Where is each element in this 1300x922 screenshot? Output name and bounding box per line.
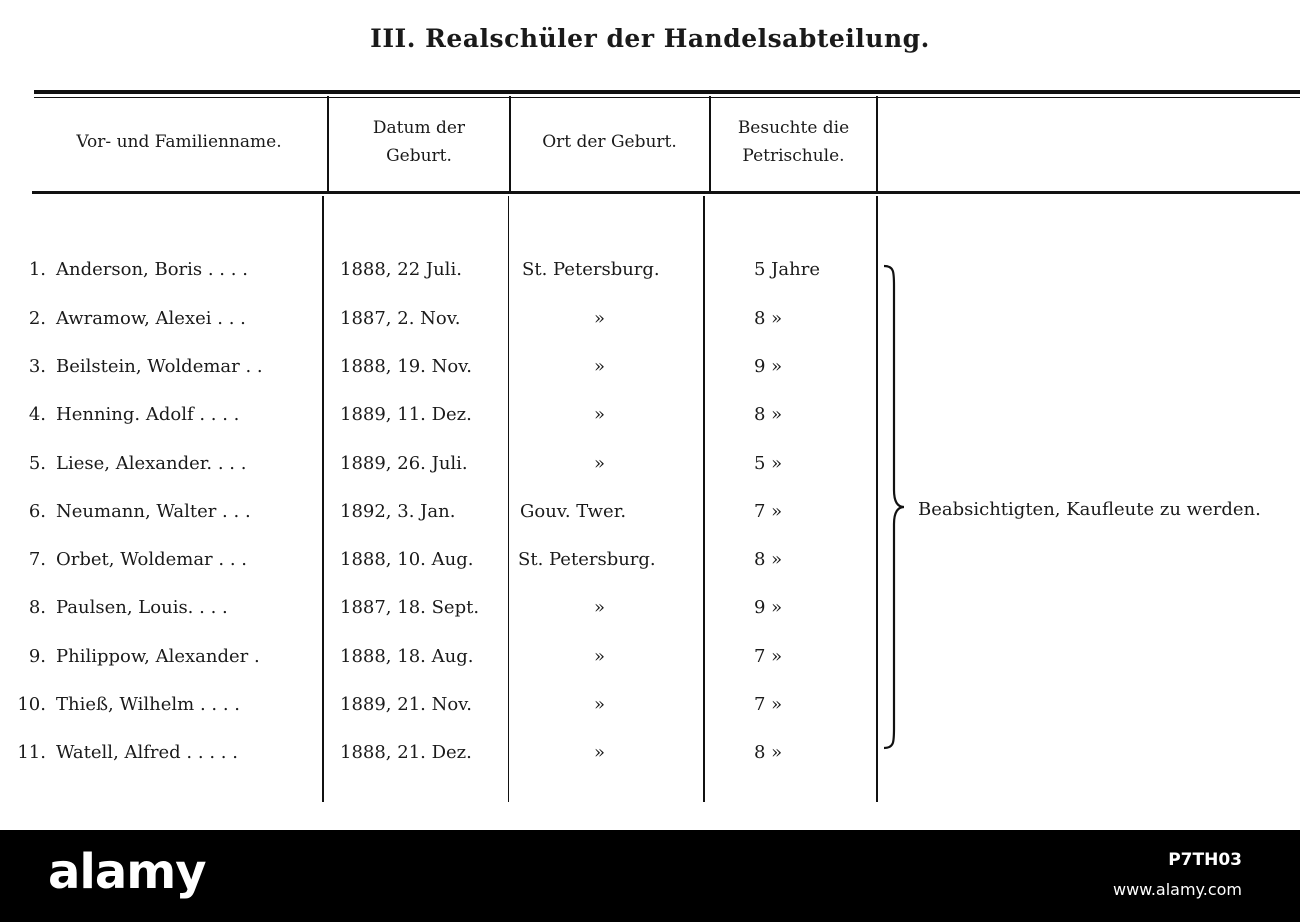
- header-birth-date-line1: Datum der: [372, 118, 466, 138]
- header-attended-line1: Besuchte die: [737, 118, 850, 138]
- row-years: 8 »: [754, 549, 783, 570]
- row-number: 10.: [17, 694, 46, 715]
- header-rule: [32, 191, 1300, 194]
- row-date: 1889, 11. Dez.: [340, 404, 472, 425]
- row-name: Thieß, Wilhelm . . . .: [56, 694, 241, 715]
- row-name: Henning. Adolf . . . .: [56, 404, 240, 425]
- row-years: 7 »: [754, 646, 783, 667]
- row-name: Neumann, Walter . . .: [56, 501, 251, 522]
- row-place: »: [594, 646, 606, 667]
- row-date: 1892, 3. Jan.: [340, 501, 456, 522]
- row-date: 1887, 2. Nov.: [340, 308, 461, 329]
- row-place: »: [594, 694, 606, 715]
- column-divider-4-body: [876, 196, 878, 802]
- watermark-url: www.alamy.com: [1113, 880, 1242, 899]
- row-number: 5.: [28, 453, 46, 474]
- remark-text: Beabsichtigten, Kaufleute zu werden.: [918, 499, 1261, 520]
- row-number: 4.: [28, 404, 46, 425]
- row-years: 5 »: [754, 453, 783, 474]
- row-years: 7 »: [754, 694, 783, 715]
- header-birth-place: [511, 128, 708, 156]
- row-date: 1889, 21. Nov.: [340, 694, 472, 715]
- image-id: P7TH03: [1168, 850, 1242, 870]
- header-name-label: Vor- und Familienname.: [76, 132, 282, 152]
- row-years: 7 »: [754, 501, 783, 522]
- column-divider-2-body: [508, 196, 509, 802]
- column-divider-4: [876, 96, 878, 192]
- row-place: »: [594, 453, 606, 474]
- row-years: 8 »: [754, 308, 783, 329]
- row-years: 9 »: [754, 356, 783, 377]
- row-number: 7.: [28, 549, 46, 570]
- row-name: Orbet, Woldemar . . .: [56, 549, 247, 570]
- row-place: »: [594, 597, 606, 618]
- header-birth-place-label: Ort der Geburt.: [542, 132, 677, 152]
- row-years: 5 Jahre: [754, 259, 820, 280]
- row-date: 1888, 19. Nov.: [340, 356, 472, 377]
- row-date: 1889, 26. Juli.: [340, 453, 468, 474]
- header-attended: [711, 114, 876, 170]
- column-divider-1-body: [322, 196, 324, 802]
- row-place: Gouv. Twer.: [520, 501, 627, 522]
- top-rule-thin: [34, 97, 1300, 98]
- page-title: III. Realschüler der Handelsabteilung.: [370, 24, 930, 53]
- row-date: 1887, 18. Sept.: [340, 597, 480, 618]
- row-years: 9 »: [754, 597, 783, 618]
- row-years: 8 »: [754, 404, 783, 425]
- row-place: »: [594, 308, 606, 329]
- column-divider-3-body: [703, 196, 705, 802]
- row-name: Awramow, Alexei . . .: [56, 308, 246, 329]
- row-number: 2.: [28, 308, 46, 329]
- row-name: Watell, Alfred . . . . .: [56, 742, 238, 763]
- row-number: 11.: [17, 742, 46, 763]
- header-attended-line2: Petrischule.: [742, 146, 845, 166]
- watermark-footer: [0, 830, 1300, 922]
- header-birth-date: [330, 114, 508, 170]
- row-name: Philippow, Alexander .: [56, 646, 260, 667]
- row-date: 1888, 21. Dez.: [340, 742, 472, 763]
- row-place: »: [594, 356, 606, 377]
- row-number: 8.: [28, 597, 46, 618]
- row-name: Paulsen, Louis. . . .: [56, 597, 228, 618]
- row-place: »: [594, 742, 606, 763]
- row-number: 6.: [28, 501, 46, 522]
- row-name: Anderson, Boris . . . .: [56, 259, 248, 280]
- column-divider-1: [327, 96, 329, 192]
- header-name: [34, 128, 324, 156]
- row-place: St. Petersburg.: [518, 549, 656, 570]
- row-place: »: [594, 404, 606, 425]
- row-date: 1888, 22 Juli.: [340, 259, 462, 280]
- row-years: 8 »: [754, 742, 783, 763]
- row-place: St. Petersburg.: [522, 259, 660, 280]
- row-name: Beilstein, Woldemar . .: [56, 356, 263, 377]
- top-rule-thick: [34, 90, 1300, 94]
- row-number: 3.: [28, 356, 46, 377]
- row-number: 9.: [28, 646, 46, 667]
- row-name: Liese, Alexander. . . .: [56, 453, 247, 474]
- row-date: 1888, 10. Aug.: [340, 549, 474, 570]
- header-birth-date-line2: Geburt.: [386, 146, 452, 166]
- curly-bracket-icon: [882, 264, 906, 750]
- alamy-logo: alamy: [48, 844, 206, 900]
- row-date: 1888, 18. Aug.: [340, 646, 474, 667]
- row-number: 1.: [28, 259, 46, 280]
